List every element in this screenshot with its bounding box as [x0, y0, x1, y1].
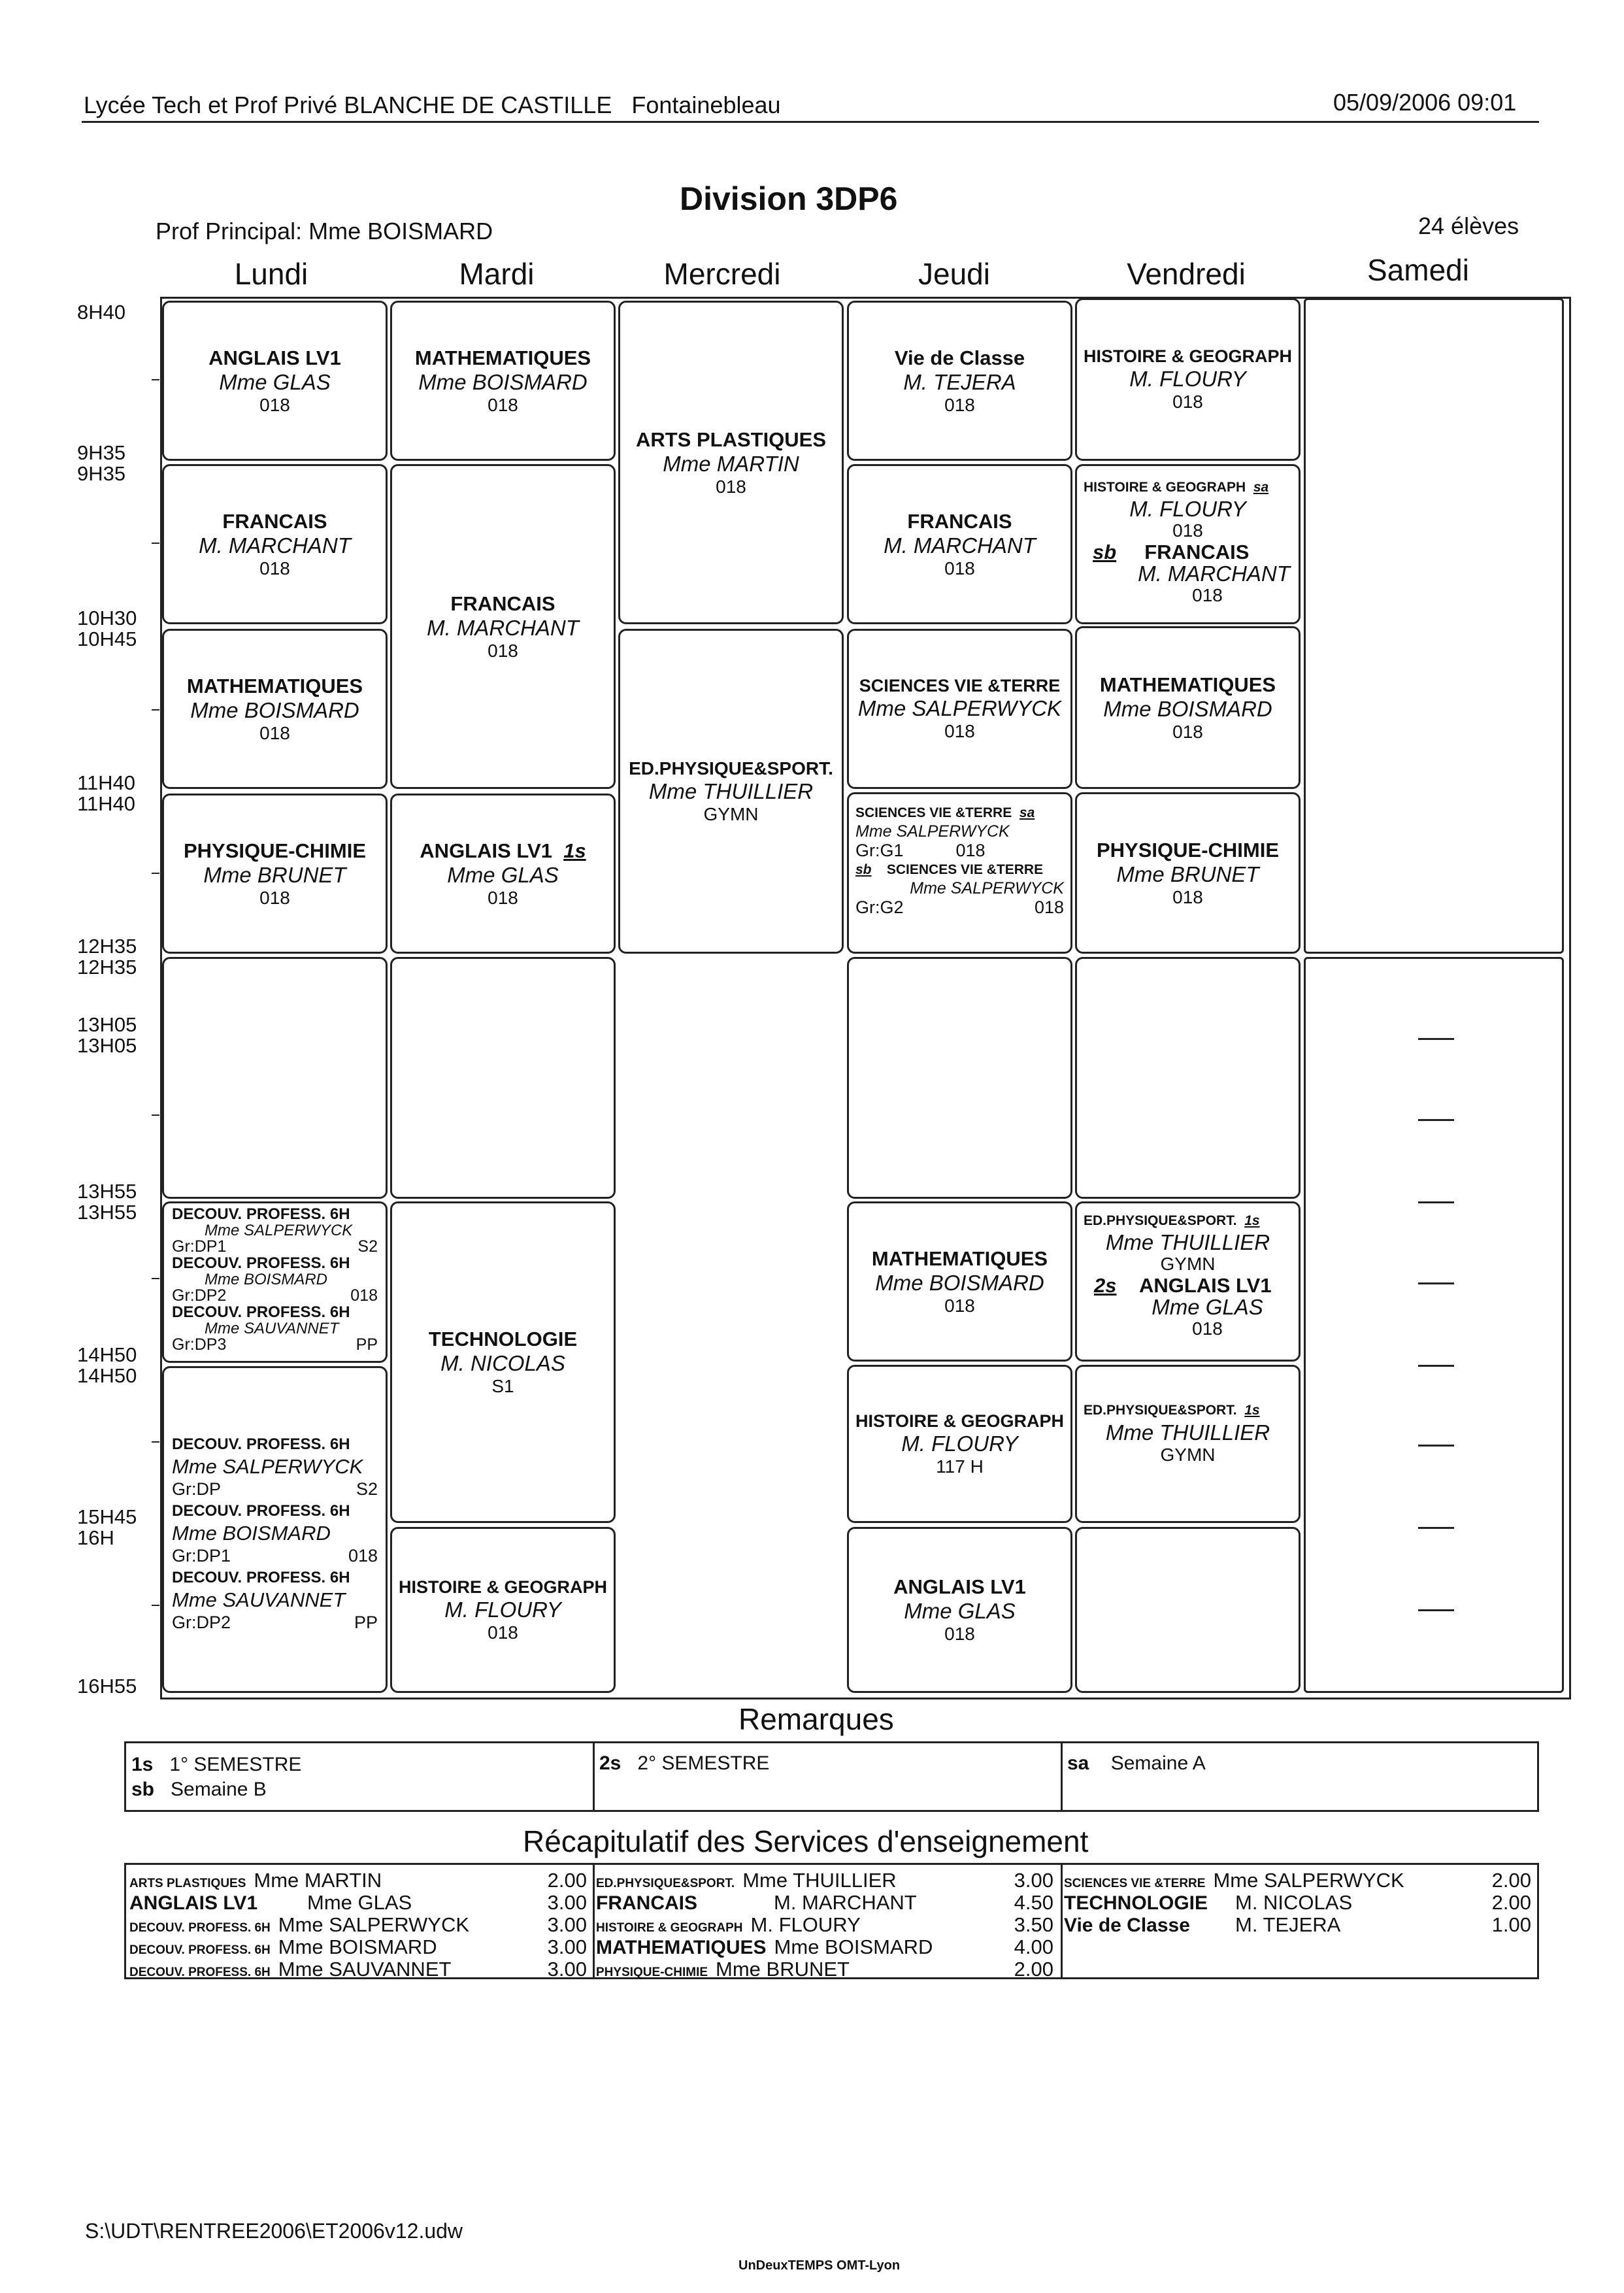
slot-vendredi-empty [1075, 957, 1301, 1199]
slot-mardi-3[interactable] [390, 794, 616, 954]
day-header-mardi: Mardi [459, 257, 535, 291]
recap-hours: 2.00 [1014, 1958, 1053, 1981]
teacher: Mme BOISMARD [172, 1522, 331, 1545]
software-credit: UnDeuxTEMPS OMT-Lyon [738, 2258, 901, 2273]
header-rule [82, 121, 1539, 123]
room: PP [354, 1613, 378, 1632]
slot-vendredi-4[interactable] [1075, 792, 1301, 954]
room: 018 [488, 1622, 518, 1643]
subject: DECOUV. PROFESS. 6H [172, 1205, 350, 1223]
dash-marker [1418, 1527, 1454, 1529]
room: 018 [944, 394, 975, 415]
teacher: Mme THUILLIER [1105, 1230, 1270, 1254]
slot-samedi-morning [1304, 298, 1564, 954]
remarques-title: Remarques [738, 1702, 894, 1736]
recap-teacher: M. NICOLAS [1235, 1891, 1353, 1914]
semester-tag: 1s [563, 839, 586, 862]
subject: PHYSIQUE-CHIMIE [183, 839, 367, 862]
recap-subject: PHYSIQUE-CHIMIE [596, 1966, 708, 1979]
recap-subject: FRANCAIS [596, 1892, 697, 1914]
subject: HISTOIRE & GEOGRAPH [398, 1577, 608, 1597]
recap-hours: 2.00 [1491, 1869, 1531, 1892]
subject: TECHNOLOGIE [428, 1328, 578, 1350]
slot-mardi-1[interactable] [390, 301, 616, 461]
slot-jeudi-empty [847, 957, 1072, 1199]
tick [152, 873, 159, 874]
dash-marker [1418, 1201, 1454, 1203]
slot-vendredi-3[interactable] [1075, 626, 1301, 789]
tick [152, 1114, 159, 1116]
remarques-box [124, 1741, 1539, 1812]
recap-subject: ED.PHYSIQUE&SPORT. [596, 1877, 735, 1890]
recap-row [1064, 1892, 1531, 1914]
prof-principal: Prof Principal: Mme BOISMARD [156, 218, 493, 244]
room: 018 [488, 640, 518, 661]
recap-subject: DECOUV. PROFESS. 6H [129, 1966, 271, 1979]
remark-item: 1s 1° SEMESTRE [131, 1754, 302, 1775]
slot-jeudi-6[interactable] [847, 1201, 1072, 1362]
teacher: Mme GLAS [447, 862, 559, 887]
group: Gr:G2 [855, 897, 904, 917]
subject: FRANCAIS [222, 509, 327, 533]
group: Gr:DP3 [172, 1335, 227, 1354]
teacher: Mme BOISMARD [205, 1271, 328, 1288]
recap-row [129, 1914, 587, 1936]
divider [593, 1865, 595, 1977]
subject: ARTS PLASTIQUES [635, 427, 827, 451]
week-tag: sb [1093, 541, 1117, 563]
subject: ED.PHYSIQUE&SPORT. [1084, 1213, 1237, 1228]
city-label: Fontainebleau [631, 92, 781, 118]
subject: FRANCAIS [450, 592, 555, 615]
subject: MATHEMATIQUES [871, 1247, 1048, 1270]
print-datetime: 05/09/2006 09:01 [1333, 89, 1517, 116]
recap-teacher: Mme MARTIN [254, 1869, 382, 1892]
teacher: M. FLOURY [1129, 497, 1246, 521]
tick [152, 709, 159, 711]
recap-row [596, 1892, 1053, 1914]
time-label: 13H55 [77, 1201, 137, 1224]
teacher: Mme GLAS [904, 1599, 1016, 1623]
tick [152, 1278, 159, 1279]
subject: FRANCAIS [907, 509, 1012, 533]
group: Gr:DP [172, 1479, 222, 1499]
room: 117 H [936, 1456, 984, 1477]
subject: SCIENCES VIE &TERRE [886, 862, 1044, 877]
group: Gr:DP2 [172, 1286, 227, 1305]
remark-item: 2s 2° SEMESTRE [599, 1752, 770, 1774]
room: 018 [1034, 897, 1064, 917]
recap-teacher: Mme BRUNET [716, 1958, 850, 1981]
recap-teacher: Mme SALPERWYCK [1213, 1869, 1404, 1892]
recap-row [596, 1958, 1053, 1981]
recap-teacher: M. TEJERA [1235, 1913, 1341, 1936]
time-label: 10H30 [77, 607, 137, 629]
slot-mardi-6[interactable] [390, 1527, 616, 1693]
recap-teacher: Mme BOISMARD [774, 1935, 933, 1958]
subject: DECOUV. PROFESS. 6H [172, 1435, 350, 1453]
subject: ANGLAIS LV1 [208, 346, 341, 369]
recap-title: Récapitulatif des Services d'enseignement [523, 1824, 1089, 1858]
time-label: 16H55 [77, 1675, 137, 1698]
room: 018 [259, 558, 290, 578]
teacher: Mme THUILLIER [648, 778, 814, 803]
semester-tag: 2s [1094, 1274, 1117, 1297]
teacher: Mme SALPERWYCK [910, 879, 1064, 897]
room: 018 [1172, 392, 1203, 412]
teacher: Mme SAUVANNET [205, 1320, 339, 1337]
recap-subject: DECOUV. PROFESS. 6H [129, 1943, 271, 1957]
subject: SCIENCES VIE &TERRE [855, 805, 1012, 820]
teacher: M. MARCHANT [884, 533, 1036, 558]
semester-tag: 1s [1244, 1403, 1260, 1418]
slot-jeudi-1[interactable] [847, 301, 1072, 461]
subject: PHYSIQUE-CHIMIE [1096, 838, 1280, 862]
teacher: Mme MARTIN [663, 451, 799, 476]
room: 018 [488, 394, 518, 415]
teacher: Mme GLAS [219, 369, 331, 394]
recap-teacher: Mme GLAS [307, 1891, 412, 1914]
slot-vendredi-6[interactable] [1075, 1201, 1301, 1362]
recap-teacher: Mme BOISMARD [278, 1935, 437, 1958]
subject: Vie de Classe [894, 346, 1025, 369]
room: PP [356, 1335, 378, 1354]
teacher: Mme SALPERWYCK [205, 1222, 353, 1239]
subject: MATHEMATIQUES [186, 674, 363, 697]
room: GYMN [703, 803, 759, 824]
slot-lundi-3[interactable] [162, 629, 388, 789]
slot-lundi-empty [162, 957, 388, 1199]
room: S2 [356, 1479, 378, 1499]
room: 018 [944, 1624, 975, 1644]
room: GYMN [1160, 1445, 1216, 1465]
room: 018 [348, 1546, 378, 1565]
time-label: 15H45 [77, 1505, 137, 1528]
recap-hours: 3.00 [547, 1958, 587, 1981]
subject: ED.PHYSIQUE&SPORT. [629, 758, 833, 778]
dash-marker [1418, 1365, 1454, 1367]
slot-jeudi-7[interactable] [847, 1365, 1072, 1523]
subject: DECOUV. PROFESS. 6H [172, 1502, 350, 1520]
remark-item: sb Semaine B [131, 1779, 267, 1800]
divider [1061, 1743, 1063, 1810]
time-label: 13H05 [77, 1034, 137, 1057]
slot-jeudi-4[interactable] [847, 792, 1072, 954]
room: 018 [259, 887, 290, 908]
teacher: Mme SALPERWYCK [855, 822, 1010, 841]
time-label: 8H40 [77, 301, 126, 324]
room: 018 [259, 722, 290, 743]
recap-row [596, 1914, 1053, 1936]
divider [1061, 1865, 1063, 1977]
recap-row [129, 1936, 587, 1958]
recap-teacher: Mme SALPERWYCK [278, 1913, 470, 1936]
teacher: Mme BOISMARD [190, 697, 359, 722]
tick [152, 1441, 159, 1443]
recap-hours: 3.00 [1014, 1869, 1053, 1892]
room: 018 [944, 1295, 975, 1316]
recap-row [1064, 1869, 1531, 1892]
recap-hours: 3.50 [1014, 1913, 1053, 1936]
teacher: Mme SAUVANNET [172, 1588, 346, 1611]
teacher: Mme GLAS [1152, 1295, 1263, 1319]
group: Gr:DP1 [172, 1546, 231, 1565]
recap-teacher: M. FLOURY [750, 1913, 861, 1936]
room: 018 [1192, 1318, 1223, 1339]
time-label: 12H35 [77, 935, 137, 958]
recap-teacher: Mme THUILLIER [742, 1869, 897, 1892]
time-label: 9H35 [77, 462, 126, 485]
slot-vendredi-7[interactable] [1075, 1365, 1301, 1523]
recap-subject: SCIENCES VIE &TERRE [1064, 1877, 1206, 1890]
room: 018 [955, 841, 986, 860]
recap-row [129, 1958, 587, 1981]
recap-subject: ANGLAIS LV1 [129, 1892, 258, 1914]
semester-tag: 1s [1244, 1213, 1260, 1228]
time-label: 10H45 [77, 628, 137, 650]
teacher: M. FLOURY [444, 1597, 561, 1622]
day-header-mercredi: Mercredi [663, 257, 781, 291]
slot-jeudi-8[interactable] [847, 1527, 1072, 1693]
recap-subject: MATHEMATIQUES [596, 1937, 767, 1958]
teacher: M. MARCHANT [199, 533, 351, 558]
teacher: Mme BOISMARD [875, 1270, 1044, 1295]
room: S1 [491, 1376, 514, 1396]
teacher: Mme SALPERWYCK [172, 1455, 363, 1478]
room: 018 [488, 887, 518, 908]
remark-item: sa Semaine A [1067, 1752, 1206, 1774]
time-label: 11H40 [77, 771, 136, 794]
file-path: S:\UDT\RENTREE2006\ET2006v12.udw [85, 2219, 463, 2243]
recap-hours: 4.50 [1014, 1891, 1053, 1914]
slot-samedi-afternoon [1304, 957, 1564, 1693]
week-tag: sb [855, 862, 872, 877]
time-label: 11H40 [77, 792, 136, 815]
teacher: M. FLOURY [901, 1431, 1018, 1456]
subject: MATHEMATIQUES [414, 346, 591, 369]
slot-vendredi-2[interactable] [1075, 464, 1301, 624]
teacher: Mme THUILLIER [1105, 1420, 1270, 1445]
time-label: 9H35 [77, 441, 126, 464]
teacher: Mme BOISMARD [418, 369, 588, 394]
room: GYMN [1160, 1254, 1216, 1274]
room: 018 [1172, 886, 1203, 907]
tick [152, 543, 159, 544]
student-count: 24 élèves [1418, 212, 1519, 239]
slot-lundi-6[interactable] [162, 1201, 388, 1363]
school-name [84, 92, 781, 119]
subject: ANGLAIS LV1 [893, 1575, 1026, 1598]
recap-hours: 3.00 [547, 1935, 587, 1958]
slot-lundi-4[interactable] [162, 794, 388, 954]
subject: HISTOIRE & GEOGRAPH [855, 1411, 1065, 1431]
tick [152, 379, 159, 380]
recap-column-3 [1064, 1869, 1531, 1936]
slot-lundi-1[interactable] [162, 301, 388, 461]
day-header-jeudi: Jeudi [918, 257, 990, 291]
slot-jeudi-2[interactable] [847, 464, 1072, 624]
teacher: Mme BOISMARD [1103, 696, 1272, 721]
room: 018 [350, 1286, 378, 1305]
teacher: Mme SALPERWYCK [857, 696, 1062, 720]
recap-hours: 3.00 [547, 1913, 587, 1936]
recap-teacher: M. MARCHANT [774, 1891, 917, 1914]
divider [593, 1743, 595, 1810]
dash-marker [1418, 1445, 1454, 1447]
school-label: Lycée Tech et Prof Privé BLANCHE DE CASTILLE [84, 92, 612, 118]
recap-hours: 4.00 [1014, 1935, 1053, 1958]
tick [152, 1605, 159, 1606]
teacher: M. TEJERA [903, 369, 1016, 394]
subject: ANGLAIS LV1 [1138, 1274, 1272, 1297]
teacher: M. NICOLAS [440, 1351, 565, 1375]
room: 018 [259, 394, 290, 415]
time-label: 14H50 [77, 1343, 137, 1366]
subject: HISTOIRE & GEOGRAPH [1083, 346, 1293, 366]
room: 018 [1192, 585, 1223, 605]
slot-vendredi-1[interactable] [1075, 298, 1301, 461]
group: Gr:G1 [855, 841, 904, 860]
teacher: Mme BRUNET [1116, 862, 1259, 886]
room: 018 [944, 721, 975, 741]
subject: ANGLAIS LV1 [420, 839, 552, 862]
subject: HISTOIRE & GEOGRAPH [1084, 480, 1246, 495]
slot-vendredi-empty [1075, 1527, 1301, 1693]
page-title: Division 3DP6 [680, 180, 898, 217]
time-label: 14H50 [77, 1364, 137, 1387]
day-header-samedi: Samedi [1367, 253, 1469, 287]
recap-row [129, 1892, 587, 1914]
recap-subject: TECHNOLOGIE [1064, 1892, 1208, 1914]
teacher: M. MARCHANT [427, 615, 579, 640]
slot-jeudi-3[interactable] [847, 629, 1072, 789]
slot-mercredi-2[interactable] [618, 629, 844, 954]
time-label: 13H05 [77, 1013, 137, 1036]
recap-hours: 2.00 [1491, 1891, 1531, 1914]
subject: FRANCAIS [1144, 541, 1250, 563]
time-label: 16H [77, 1526, 114, 1549]
time-label: 12H35 [77, 956, 137, 979]
day-header-vendredi: Vendredi [1127, 257, 1246, 291]
recap-subject: ARTS PLASTIQUES [129, 1877, 246, 1890]
subject: DECOUV. PROFESS. 6H [172, 1569, 350, 1586]
teacher: M. MARCHANT [1138, 561, 1290, 586]
slot-mardi-2[interactable] [390, 464, 616, 789]
dash-marker [1418, 1282, 1454, 1284]
slot-mardi-5[interactable] [390, 1201, 616, 1523]
week-tag: sa [1019, 805, 1035, 820]
subject: DECOUV. PROFESS. 6H [172, 1303, 350, 1321]
week-tag: sa [1253, 480, 1269, 495]
subject: MATHEMATIQUES [1099, 673, 1276, 696]
recap-row [129, 1869, 587, 1892]
recap-row [596, 1869, 1053, 1892]
recap-row [1064, 1914, 1531, 1936]
slot-lundi-2[interactable] [162, 464, 388, 624]
dash-marker [1418, 1609, 1454, 1611]
recap-row [596, 1936, 1053, 1958]
room: 018 [716, 476, 746, 497]
teacher: M. FLOURY [1129, 367, 1246, 391]
time-label: 13H55 [77, 1180, 137, 1203]
slot-lundi-7[interactable] [162, 1366, 388, 1693]
room: 018 [1172, 520, 1203, 541]
subject: ED.PHYSIQUE&SPORT. [1084, 1403, 1237, 1418]
recap-subject: DECOUV. PROFESS. 6H [129, 1921, 271, 1935]
recap-hours: 2.00 [547, 1869, 587, 1892]
group: Gr:DP1 [172, 1237, 227, 1256]
recap-column-1 [129, 1869, 587, 1981]
day-header-lundi: Lundi [234, 257, 308, 291]
recap-column-2 [596, 1869, 1053, 1981]
recap-subject: Vie de Classe [1064, 1915, 1190, 1936]
dash-marker [1418, 1038, 1454, 1040]
group: Gr:DP2 [172, 1613, 231, 1632]
slot-mercredi-1[interactable] [618, 301, 844, 624]
slot-mardi-empty [390, 957, 616, 1199]
subject: SCIENCES VIE &TERRE [859, 676, 1061, 695]
room: 018 [944, 558, 975, 578]
recap-teacher: Mme SAUVANNET [278, 1958, 452, 1981]
recap-hours: 3.00 [547, 1891, 587, 1914]
recap-subject: HISTOIRE & GEOGRAPH [596, 1921, 743, 1935]
room: S2 [357, 1237, 378, 1256]
dash-marker [1418, 1119, 1454, 1121]
recap-hours: 1.00 [1491, 1913, 1531, 1936]
subject: DECOUV. PROFESS. 6H [172, 1254, 350, 1272]
room: 018 [1172, 721, 1203, 742]
teacher: Mme BRUNET [203, 862, 346, 887]
